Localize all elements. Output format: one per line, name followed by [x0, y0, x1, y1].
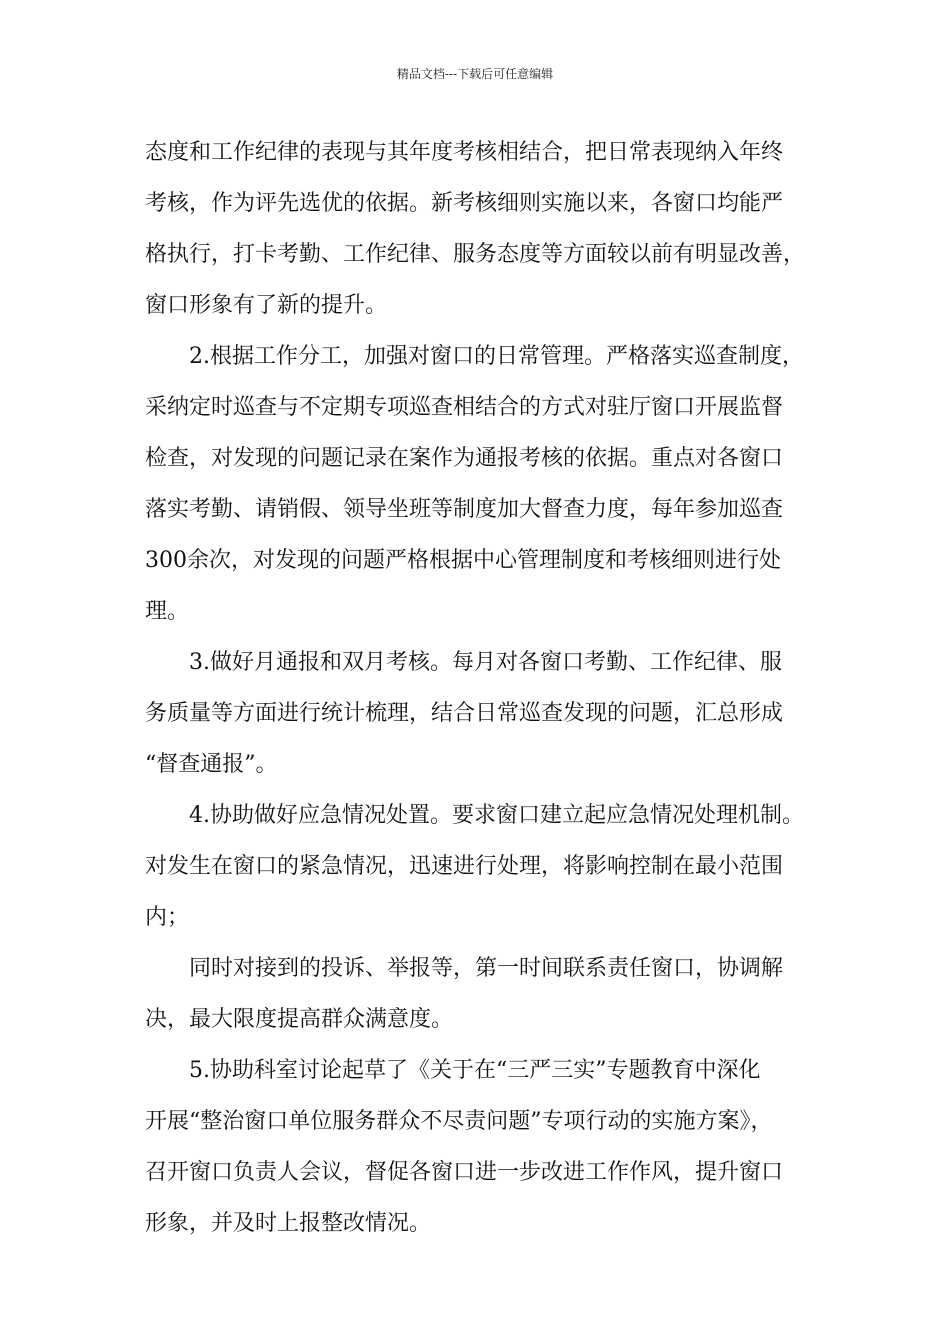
text-line: 开展“整治窗口单位服务群众不尽责问题”专项行动的实施方案》，	[145, 1109, 773, 1134]
text-line: “督查通报”。	[145, 752, 278, 777]
text-line: 2.根据工作分工，加强对窗口的日常管理。严格落实巡查制度，	[189, 344, 804, 369]
text-line: 采纳定时巡查与不定期专项巡查相结合的方式对驻厅窗口开展监督	[145, 395, 784, 420]
text-line: 窗口形象有了新的提升。	[145, 293, 388, 318]
text-line: 4.协助做好应急情况处置。要求窗口建立起应急情况处理机制。	[189, 803, 804, 828]
text-line: 5.协助科室讨论起草了《关于在“三严三实”专题教育中深化	[189, 1058, 761, 1083]
text-line: 决，最大限度提高群众满意度。	[145, 1007, 454, 1032]
document-body	[145, 127, 813, 1249]
paragraph	[145, 127, 813, 331]
text-line: 格执行，打卡考勤、工作纪律、服务态度等方面较以前有明显改善，	[145, 242, 806, 267]
text-line: 召开窗口负责人会议，督促各窗口进一步改进工作作风，提升窗口	[145, 1160, 784, 1185]
text-line: 理。	[145, 599, 190, 624]
text-line: 300余次，对发现的问题严格根据中心管理制度和考核细则进行处	[145, 548, 781, 573]
paragraph	[145, 331, 813, 637]
page-header: 精品文档---下载后可任意编辑	[396, 67, 554, 81]
text-line: 态度和工作纪律的表现与其年度考核相结合，把日常表现纳入年终	[145, 140, 784, 165]
text-line: 形象，并及时上报整改情况。	[145, 1211, 432, 1236]
text-line: 检查，对发现的问题记录在案作为通报考核的依据。重点对各窗口	[145, 446, 784, 471]
paragraph	[145, 943, 813, 1045]
text-line: 对发生在窗口的紧急情况，迅速进行处理，将影响控制在最小范围	[145, 854, 784, 879]
text-line: 考核，作为评先选优的依据。新考核细则实施以来，各窗口均能严	[145, 191, 784, 216]
text-line: 同时对接到的投诉、举报等，第一时间联系责任窗口，协调解	[189, 956, 784, 981]
text-line: 3.做好月通报和双月考核。每月对各窗口考勤、工作纪律、服	[189, 650, 782, 675]
text-line: 务质量等方面进行统计梳理，结合日常巡查发现的问题，汇总形成	[145, 701, 784, 726]
paragraph	[145, 790, 813, 943]
text-line: 落实考勤、请销假、领导坐班等制度加大督查力度，每年参加巡查	[145, 497, 784, 522]
paragraph	[145, 1045, 813, 1249]
text-line: 内；	[145, 905, 190, 930]
paragraph	[145, 637, 813, 790]
